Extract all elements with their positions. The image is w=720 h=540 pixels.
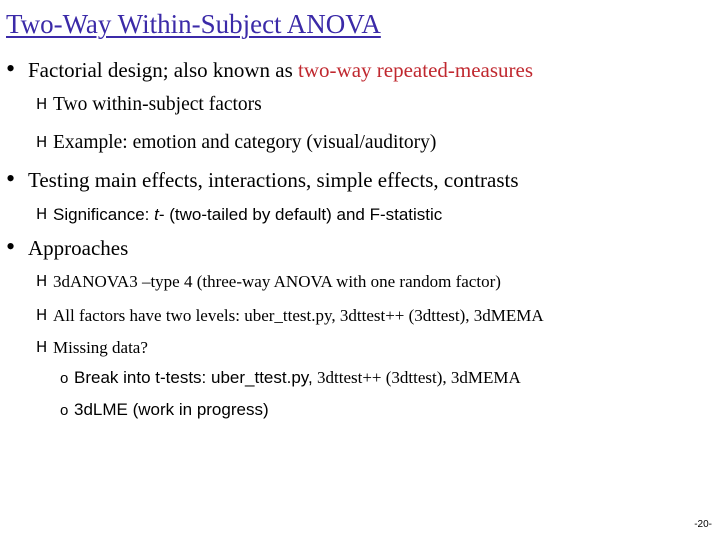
sub-bullet-3danova3 bbox=[36, 272, 501, 292]
sub-bullet-example bbox=[36, 132, 436, 154]
sub-bullet-factors bbox=[36, 94, 262, 116]
sub-bullet-missing-data bbox=[36, 338, 148, 358]
subsub-bullet-marker-icon: o bbox=[60, 402, 69, 419]
sub-bullet-text-post: - (two-tailed by default) and F-statistic bbox=[158, 205, 443, 224]
bullet-approaches bbox=[6, 234, 128, 261]
subsub-bullet-ttests bbox=[60, 368, 521, 388]
sub-bullet-text: Two within-subject factors bbox=[53, 94, 262, 115]
sub-bullet-marker-icon: H bbox=[36, 205, 48, 223]
sub-bullet-marker-icon: H bbox=[36, 95, 48, 113]
subsub-bullet-3dlme bbox=[60, 400, 269, 420]
sub-bullet-text: Example: emotion and category (visual/auditory) bbox=[53, 132, 437, 153]
bullet-testing bbox=[6, 166, 519, 193]
bullet-dot-icon: • bbox=[6, 54, 16, 83]
sub-bullet-text: Missing data? bbox=[53, 338, 148, 357]
subsub-bullet-text-serif: 3dttest++ (3dttest), 3dMEMA bbox=[317, 368, 521, 387]
sub-bullet-marker-icon: H bbox=[36, 272, 48, 290]
sub-bullet-two-levels bbox=[36, 306, 544, 326]
subsub-bullet-marker-icon: o bbox=[60, 370, 69, 387]
bullet-text: Testing main effects, interactions, simple effects, contrasts bbox=[28, 168, 519, 192]
sub-bullet-marker-icon: H bbox=[36, 133, 48, 151]
bullet-highlight: two-way repeated-measures bbox=[298, 58, 534, 82]
bullet-text: Approaches bbox=[28, 236, 129, 260]
subsub-bullet-text-sans: Break into t-tests: uber_ttest.py, bbox=[74, 368, 313, 387]
sub-bullet-text-pre: Significance: bbox=[53, 205, 150, 224]
sub-bullet-marker-icon: H bbox=[36, 306, 48, 324]
sub-bullet-marker-icon: H bbox=[36, 338, 48, 356]
bullet-factorial-design bbox=[6, 56, 533, 83]
sub-bullet-significance bbox=[36, 205, 442, 225]
sub-bullet-text: 3dANOVA3 –type 4 (three-way ANOVA with one random factor) bbox=[53, 272, 501, 291]
slide-title: Two-Way Within-Subject ANOVA bbox=[6, 9, 381, 39]
bullet-dot-icon: • bbox=[6, 232, 16, 261]
sub-bullet-text: All factors have two levels: uber_ttest.py, 3dttest++ (3dttest), 3dMEMA bbox=[53, 306, 544, 325]
sub-bullet-text-italic: t bbox=[154, 205, 159, 224]
subsub-bullet-text-sans: 3dLME (work in progress) bbox=[74, 400, 269, 419]
bullet-text: Factorial design; also known as bbox=[28, 58, 293, 82]
page-number: -20- bbox=[694, 519, 712, 530]
bullet-dot-icon: • bbox=[6, 164, 16, 193]
